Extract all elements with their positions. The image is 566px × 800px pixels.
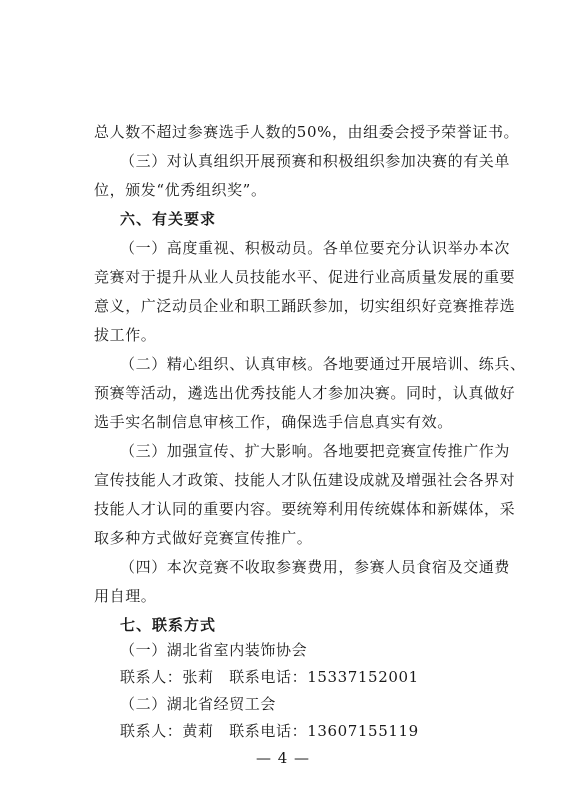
paragraph-line: 宣传技能人才政策、技能人才队伍建设成就及增强社会各界对 <box>94 471 516 489</box>
contact-info: 联系人：张莉 联系电话：15337152001 <box>120 668 419 686</box>
paragraph-line: 取多种方式做好竞赛宣传推广。 <box>94 529 313 547</box>
paragraph-line: 选手实名制信息审核工作，确保选手信息真实有效。 <box>94 413 453 431</box>
contact-org: （二）湖北省经贸工会 <box>120 695 277 713</box>
paragraph-line: 意义，广泛动员企业和职工踊跃参加，切实组织好竞赛推荐选 <box>94 297 516 315</box>
paragraph-line: （三）对认真组织开展预赛和积极组织参加决赛的有关单 <box>120 152 511 170</box>
paragraph-line: 拔工作。 <box>94 326 157 344</box>
paragraph-line: （二）精心组织、认真审核。各地要通过开展培训、练兵、 <box>120 355 526 373</box>
page-number: — 4 — <box>255 749 311 767</box>
contact-org: （一）湖北省室内装饰协会 <box>120 641 308 659</box>
paragraph-line: 技能人才认同的重要内容。要统筹利用传统媒体和新媒体，采 <box>94 500 516 518</box>
paragraph-line: 总人数不超过参赛选手人数的50%，由组委会授予荣誉证书。 <box>94 123 520 141</box>
paragraph-line: 用自理。 <box>94 587 157 605</box>
paragraph-line: （三）加强宣传、扩大影响。各地要把竞赛宣传推广作为 <box>120 442 511 460</box>
paragraph-line: 位，颁发“优秀组织奖”。 <box>94 181 267 199</box>
paragraph-line: （四）本次竞赛不收取参赛费用，参赛人员食宿及交通费 <box>120 558 511 576</box>
section-heading-requirements: 六、有关要求 <box>120 210 217 228</box>
paragraph-line: 竞赛对于提升从业人员技能水平、促进行业高质量发展的重要 <box>94 268 516 286</box>
contact-info: 联系人：黄莉 联系电话：13607155119 <box>120 722 419 740</box>
paragraph-line: 预赛等活动，遴选出优秀技能人才参加决赛。同时，认真做好 <box>94 384 516 402</box>
section-heading-contact: 七、联系方式 <box>120 616 217 634</box>
paragraph-line: （一）高度重视、积极动员。各单位要充分认识举办本次 <box>120 239 511 257</box>
